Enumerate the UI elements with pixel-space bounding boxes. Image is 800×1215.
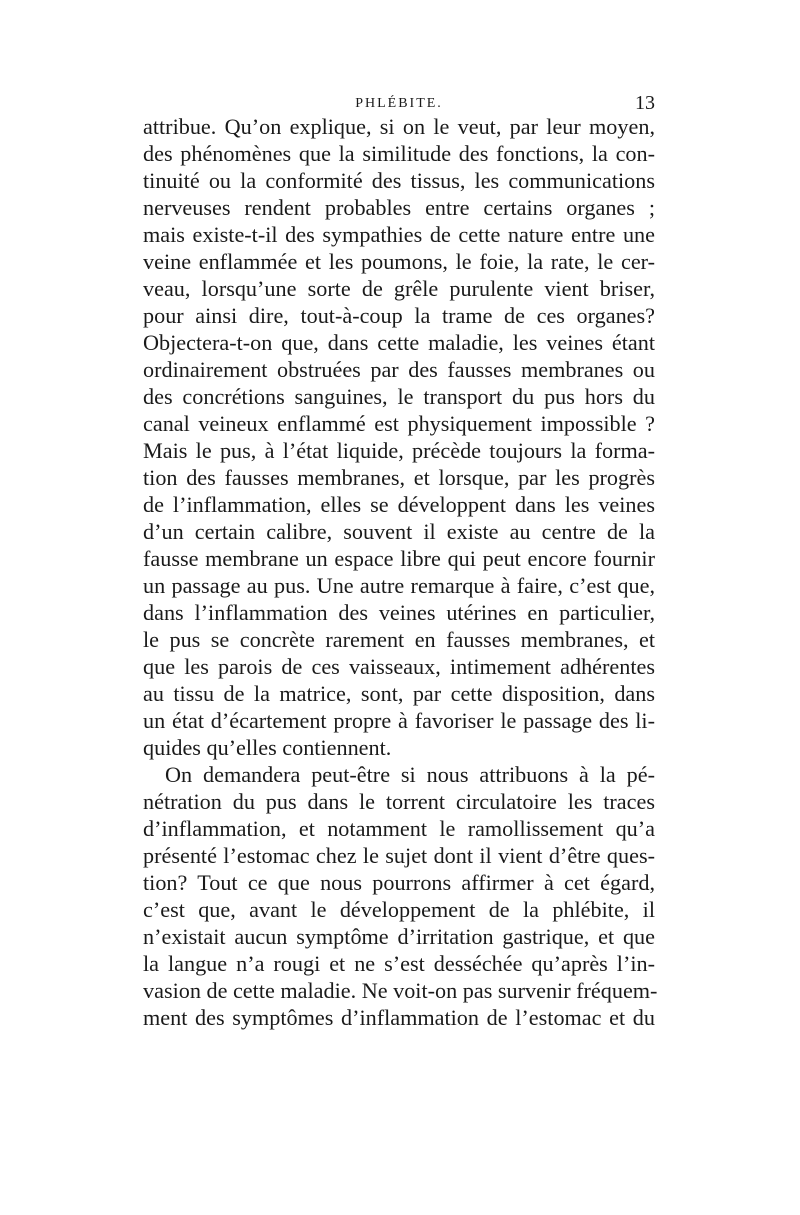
page-number: 13 [635,92,655,114]
text-line: mais existe-t-il des sympathies de cette nature entre une [143,222,655,247]
paragraph-1 [143,113,655,761]
paragraph-2 [143,761,658,1031]
text-line: vasion de cette maladie. Ne voit-on pas survenir fréquem- [143,978,658,1003]
text-line: pour ainsi dire, tout-à-coup la trame de ces organes? [143,303,655,328]
text-line: la langue n’a rougi et ne s’est desséchée qu’après l’in- [143,951,655,976]
text-line: des concrétions sanguines, le transport du pus hors du [143,384,655,409]
text-line: présenté l’estomac chez le sujet dont il vient d’être ques- [143,843,655,868]
text-line: d’inflammation, et notamment le ramollissement qu’a [143,816,655,841]
text-line: au tissu de la matrice, sont, par cette disposition, dans [143,681,655,706]
text-line: tion? Tout ce que nous pourrons affirmer à cet égard, [143,870,655,895]
text-line: un état d’écartement propre à favoriser le passage des li- [143,708,655,733]
text-line: attribue. Qu’on explique, si on le veut, par leur moyen, [143,114,655,139]
text-line: de l’inflammation, elles se développent dans les veines [143,492,655,517]
running-head-title: PHLÉBITE. [355,96,443,111]
text-line: On demandera peut-être si nous attribuons à la pé- [165,762,655,787]
text-line: que les parois de ces vaisseaux, intimement adhérentes [143,654,655,679]
text-line: d’un certain calibre, souvent il existe au centre de la [143,519,655,544]
text-line: veine enflammée et les poumons, le foie, la rate, le cer- [143,249,655,274]
text-line: dans l’inflammation des veines utérines en particulier, [143,600,655,625]
text-line: Mais le pus, à l’état liquide, précède toujours la forma- [143,438,655,463]
text-line: veau, lorsqu’une sorte de grêle purulente vient briser, [143,276,655,301]
text-line: ment des symptômes d’inflammation de l’estomac et du [143,1005,655,1030]
text-line: n’existait aucun symptôme d’irritation gastrique, et que [143,924,655,949]
text-line: canal veineux enflammé est physiquement impossible ? [143,411,655,436]
text-line: des phénomènes que la similitude des fonctions, la con- [143,141,655,166]
text-line: tion des fausses membranes, et lorsque, par les progrès [143,465,655,490]
text-line: fausse membrane un espace libre qui peut encore fournir [143,546,655,571]
body-text [143,113,658,1031]
text-line: c’est que, avant le développement de la phlébite, il [143,897,655,922]
text-line: un passage au pus. Une autre remarque à faire, c’est que, [143,573,655,598]
text-line: Objectera-t-on que, dans cette maladie, les veines étant [143,330,655,355]
text-line: tinuité ou la conformité des tissus, les communications [143,168,655,193]
text-line: nerveuses rendent probables entre certains organes ; [143,195,655,220]
text-line: quides qu’elles contiennent. [143,735,392,760]
text-line: ordinairement obstruées par des fausses membranes ou [143,357,655,382]
text-line: nétration du pus dans le torrent circulatoire les traces [143,789,655,814]
text-line: le pus se concrète rarement en fausses membranes, et [143,627,655,652]
